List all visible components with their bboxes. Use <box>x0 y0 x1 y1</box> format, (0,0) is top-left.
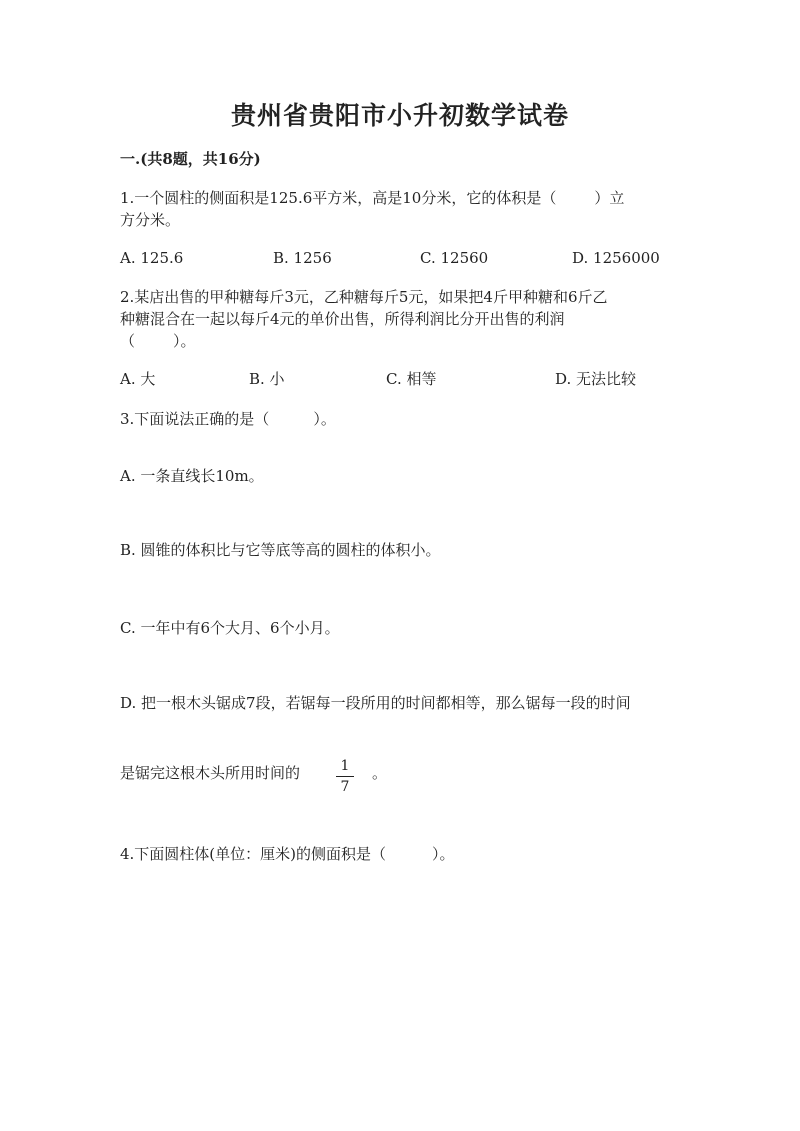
question-4 <box>120 843 680 865</box>
question-2-option-d: D. 无法比较 <box>555 370 637 388</box>
question-1-line-1 <box>120 187 680 209</box>
question-1-stem: 1.一个圆柱的侧面积是125.6平方米，高是10分米，它的体积是（ <box>120 189 557 207</box>
paren-close: ）。 <box>173 332 196 350</box>
question-3-option-d-end: 。 <box>372 764 388 782</box>
question-2-line-2: 种糖混合在一起以每斤4元的单价出售，所得利润比分开出售的利润 <box>120 310 565 328</box>
question-3-option-d: D. 把一根木头锯成7段，若锯每一段所用的时间都相等，那么锯每一段的时间 <box>120 694 631 712</box>
question-3-option-a: A. 一条直线长10m。 <box>120 467 264 485</box>
question-2-option-b: B. 小 <box>249 370 285 388</box>
question-2-line-3 <box>120 330 680 352</box>
page-title: 贵州省贵阳市小升初数学试卷 <box>230 101 569 130</box>
section-heading: 一.(共8题，共16分) <box>120 150 261 168</box>
paren-open: （ <box>120 332 136 350</box>
question-1-option-c: C. 12560 <box>420 249 489 267</box>
question-1-line-2: 方分米。 <box>120 211 181 229</box>
question-3-option-d-line-2: 是锯完这根木头所用时间的 <box>120 764 301 782</box>
question-2-line-1: 2.某店出售的甲种糖每斤3元，乙种糖每斤5元，如果把4斤甲种糖和6斤乙 <box>120 288 608 306</box>
fraction-bar <box>336 776 354 777</box>
question-1-stem-end: ）立 <box>594 189 625 207</box>
question-2-option-a: A. 大 <box>120 370 156 388</box>
question-1-option-b: B. 1256 <box>273 249 332 267</box>
question-2-option-c: C. 相等 <box>386 370 437 388</box>
question-1-option-a: A. 125.6 <box>120 249 184 267</box>
question-3-stem: 3.下面说法正确的是（ <box>120 410 270 428</box>
question-3 <box>120 408 680 430</box>
question-3-option-b: B. 圆锥的体积比与它等底等高的圆柱的体积小。 <box>120 541 441 559</box>
fraction-denominator: 7 <box>340 779 350 795</box>
question-3-option-c: C. 一年中有6个大月、6个小月。 <box>120 619 340 637</box>
question-2 <box>120 286 680 352</box>
fraction <box>336 758 354 795</box>
question-4-stem: 4.下面圆柱体(单位：厘米)的侧面积是（ <box>120 845 387 863</box>
question-3-stem-end: ）。 <box>313 410 336 428</box>
fraction-numerator: 1 <box>340 758 350 774</box>
question-1 <box>120 187 680 231</box>
question-1-option-d: D. 1256000 <box>572 249 660 267</box>
question-4-stem-end: ）。 <box>432 845 455 863</box>
